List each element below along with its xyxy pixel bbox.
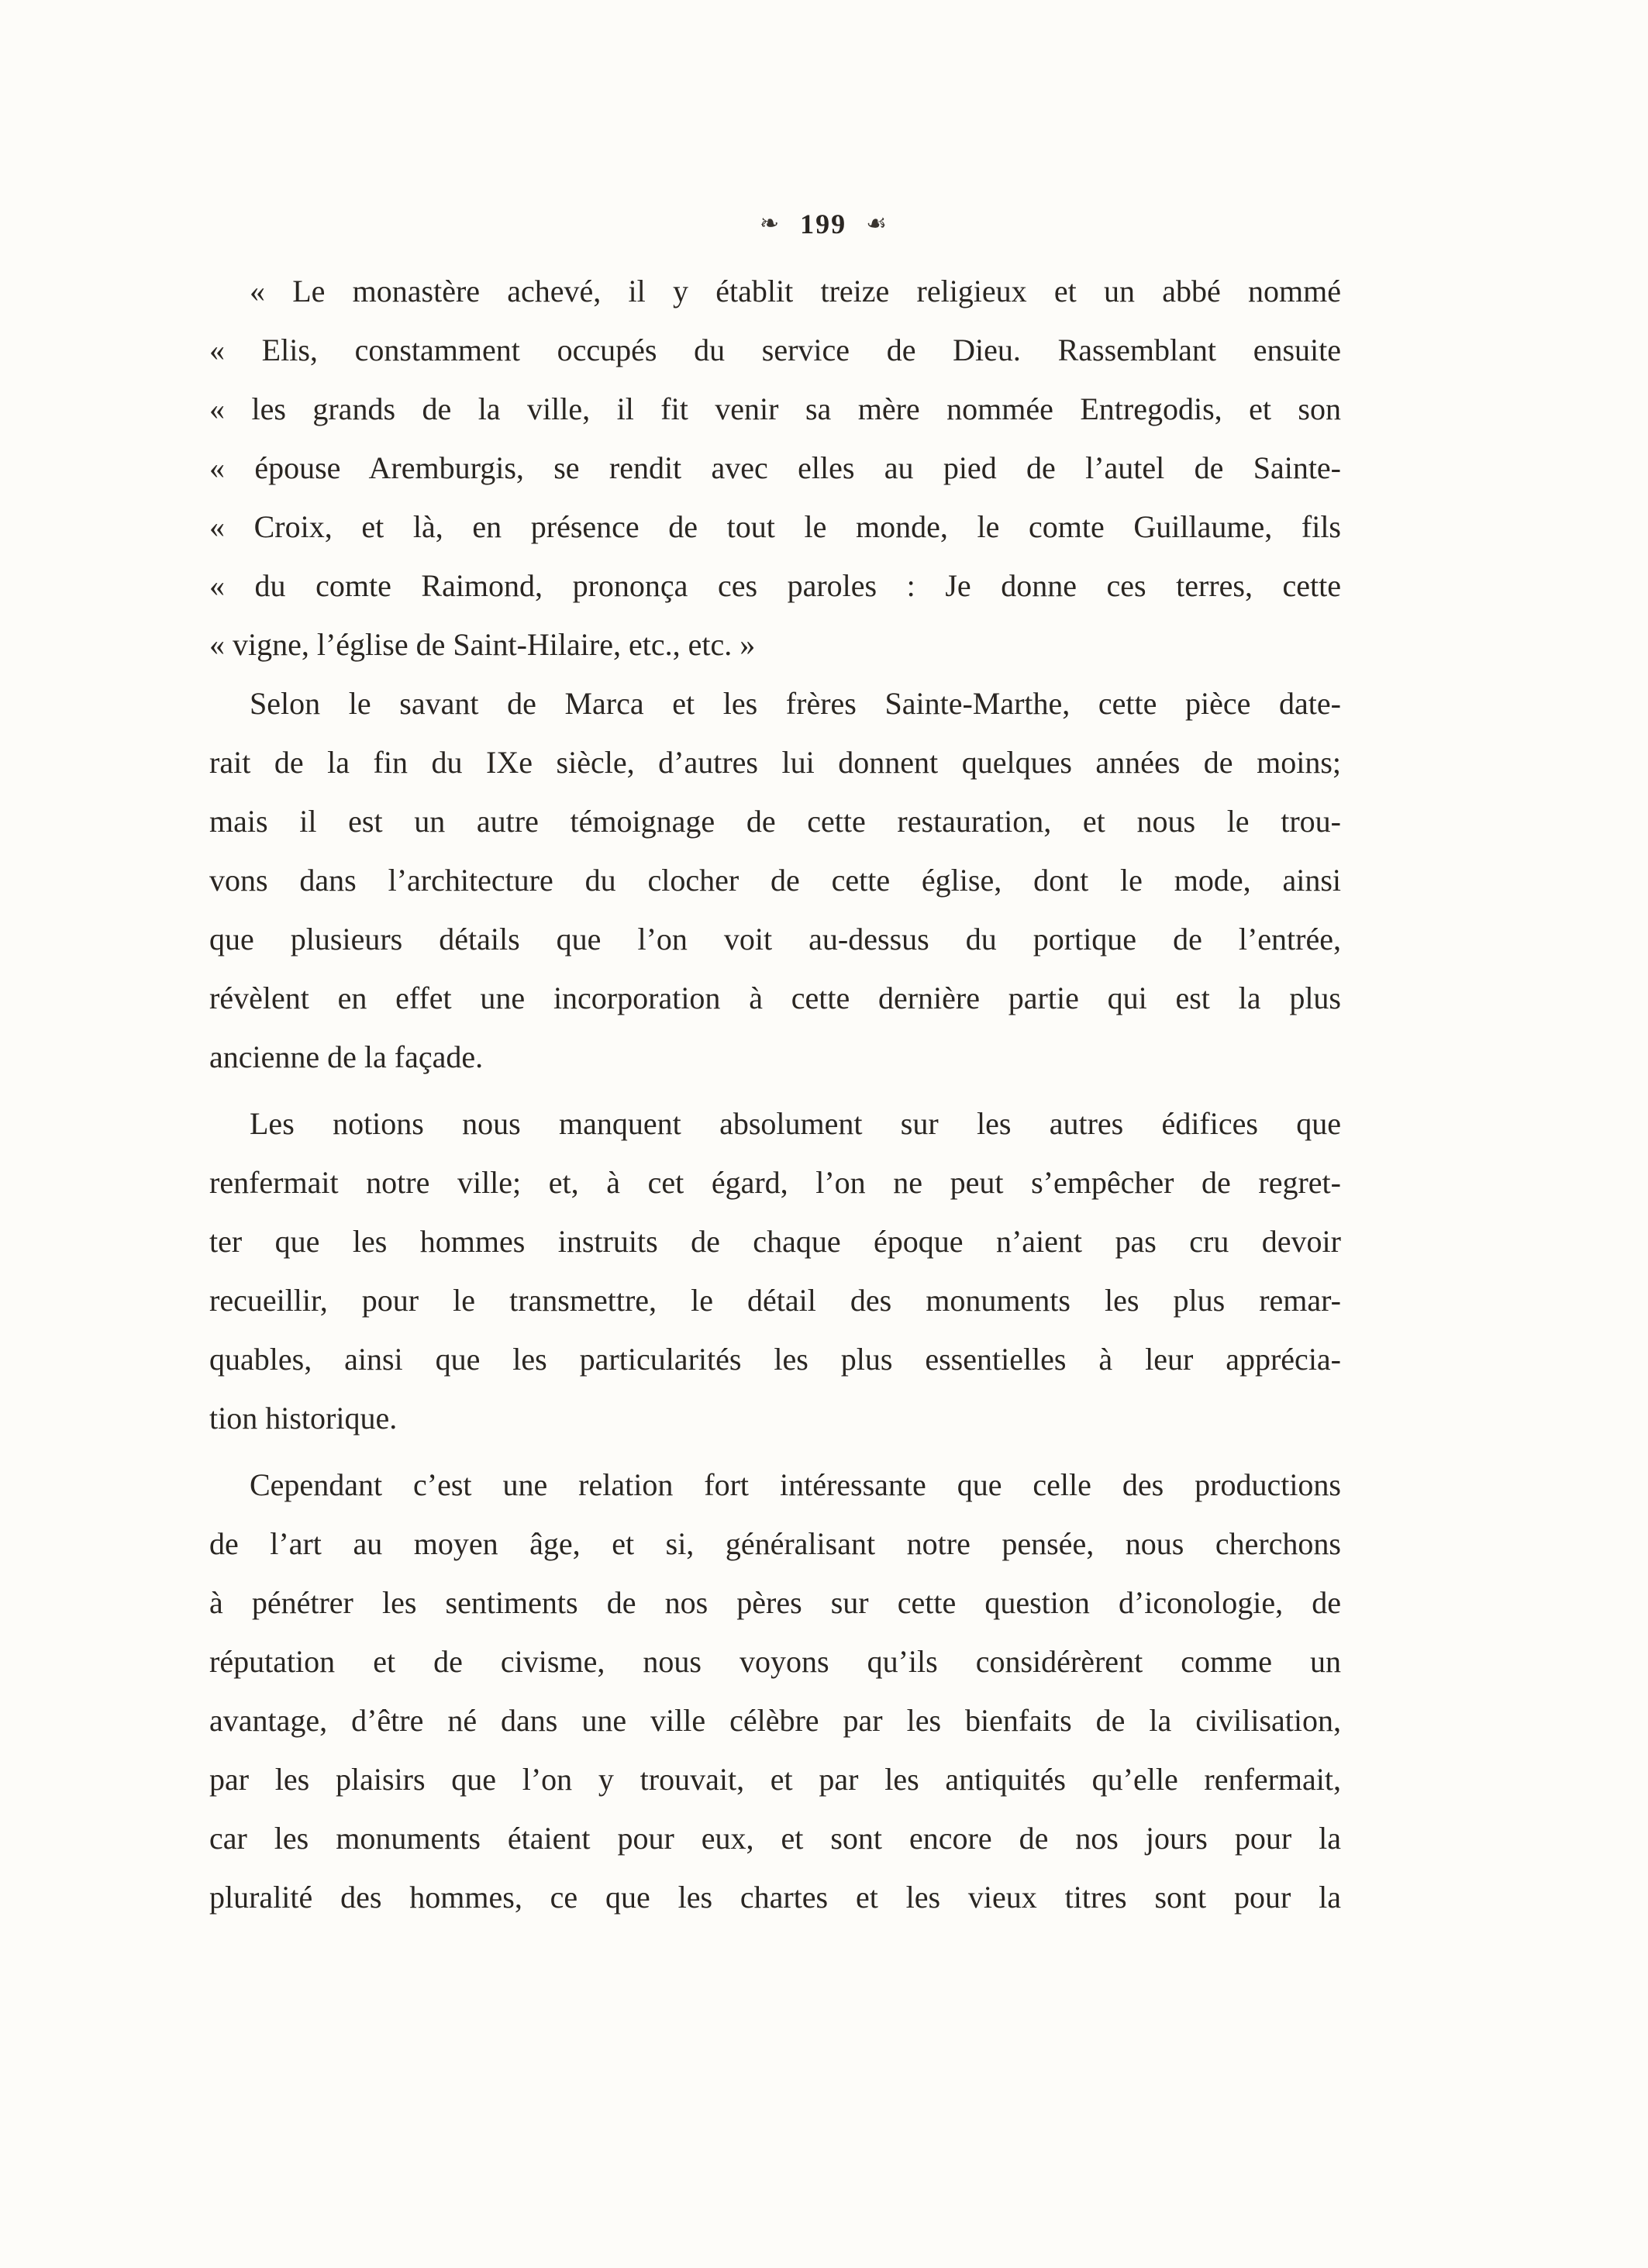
text-line: réputation et de civisme, nous voyons qu’ils considérèrent comme un xyxy=(209,1644,1341,1679)
text-line: rait de la fin du IXe siècle, d’autres lui donnent quelques années de moins; xyxy=(209,745,1341,780)
paragraph xyxy=(209,1456,1341,1927)
left-ornament-icon: ❧ xyxy=(759,210,781,236)
text-line: Cependant c’est une relation fort intéressante que celle des productions xyxy=(250,1467,1341,1502)
text-line: par les plaisirs que l’on y trouvait, et par les antiquités qu’elle renfermait, xyxy=(209,1762,1341,1797)
text-line: Les notions nous manquent absolument sur les autres édifices que xyxy=(250,1106,1341,1141)
text-line: tion historique. xyxy=(209,1401,398,1436)
text-line: renfermait notre ville; et, à cet égard, l’on ne peut s’empêcher de regret- xyxy=(209,1165,1341,1200)
paragraph xyxy=(209,1094,1341,1448)
text-line: recueillir, pour le transmettre, le détail des monuments les plus remar- xyxy=(209,1283,1341,1318)
text-line: pluralité des hommes, ce que les chartes et les vieux titres sont pour la xyxy=(209,1880,1341,1915)
text-line: Selon le savant de Marca et les frères Sainte-Marthe, cette pièce date- xyxy=(250,686,1341,721)
text-line: de l’art au moyen âge, et si, généralisant notre pensée, nous cherchons xyxy=(209,1526,1341,1561)
paragraph xyxy=(209,262,1341,674)
right-ornament-icon: ☙ xyxy=(866,210,889,236)
text-line: mais il est un autre témoignage de cette restauration, et nous le trou- xyxy=(209,804,1341,839)
text-line: « vigne, l’église de Saint-Hilaire, etc., etc. » xyxy=(209,627,756,662)
text-line: ancienne de la façade. xyxy=(209,1039,484,1074)
text-line: ter que les hommes instruits de chaque époque n’aient pas cru devoir xyxy=(209,1224,1341,1259)
text-line: « du comte Raimond, prononça ces paroles : Je donne ces terres, cette xyxy=(209,568,1341,603)
text-line: que plusieurs détails que l’on voit au-dessus du portique de l’entrée, xyxy=(209,922,1341,956)
text-line: « Croix, et là, en présence de tout le monde, le comte Guillaume, fils xyxy=(209,509,1341,544)
running-header xyxy=(0,203,1648,242)
body-text xyxy=(209,262,1341,1927)
text-line: révèlent en effet une incorporation à cette dernière partie qui est la plus xyxy=(209,981,1341,1015)
paragraph xyxy=(209,674,1341,1087)
text-line: vons dans l’architecture du clocher de cette église, dont le mode, ainsi xyxy=(209,863,1341,898)
text-line: « épouse Aremburgis, se rendit avec elles au pied de l’autel de Sainte- xyxy=(209,450,1341,485)
text-line: à pénétrer les sentiments de nos pères sur cette question d’iconologie, de xyxy=(209,1585,1341,1620)
page-number: 199 xyxy=(800,208,847,240)
text-line: « Elis, constamment occupés du service de Dieu. Rassemblant ensuite xyxy=(209,333,1341,367)
text-line: car les monuments étaient pour eux, et sont encore de nos jours pour la xyxy=(209,1821,1341,1856)
text-line: « les grands de la ville, il fit venir sa mère nommée Entregodis, et son xyxy=(209,391,1341,426)
text-line: avantage, d’être né dans une ville célèbre par les bienfaits de la civilisation, xyxy=(209,1703,1341,1738)
text-line: quables, ainsi que les particularités les plus essentielles à leur apprécia- xyxy=(209,1342,1341,1377)
text-line: « Le monastère achevé, il y établit treize religieux et un abbé nommé xyxy=(250,274,1341,308)
